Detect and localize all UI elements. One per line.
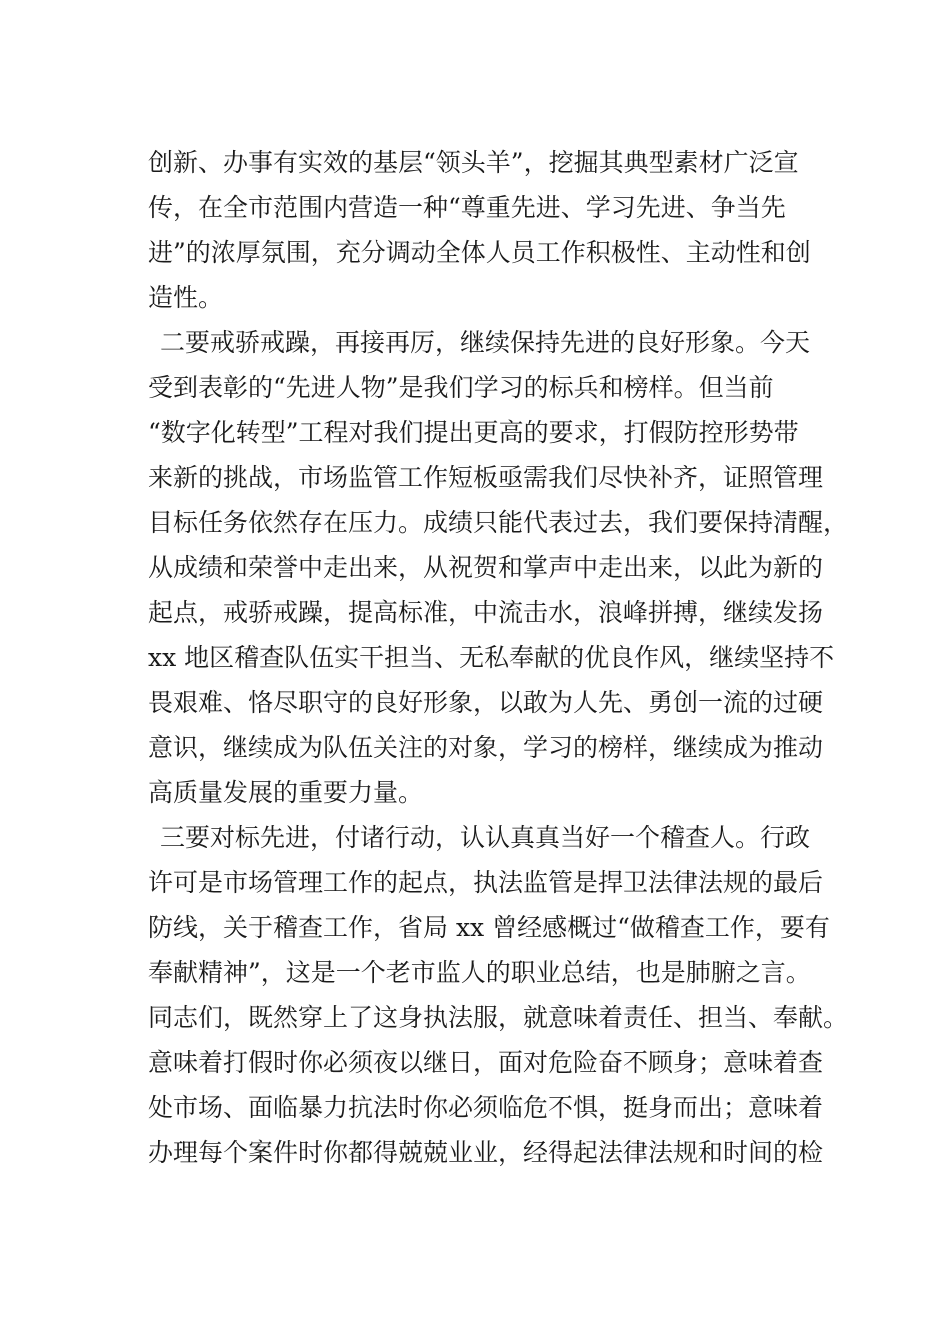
text-line: 防线，关于稽查工作，省局 xx 曾经感概过“做稽查工作，要有	[148, 913, 830, 942]
text-line: 办理每个案件时你都得兢兢业业，经得起法律法规和时间的检	[148, 1138, 824, 1167]
text-line: 奉献精神”，这是一个老市监人的职业总结，也是肺腑之言。	[148, 958, 811, 987]
text-line: 意识，继续成为队伍关注的对象，学习的榜样，继续成为推动	[148, 733, 824, 762]
text-line: 传，在全市范围内营造一种“尊重先进、学习先进、争当先	[148, 193, 786, 222]
text-line: 进”的浓厚氛围，充分调动全体人员工作积极性、主动性和创	[148, 238, 811, 267]
text-line: 起点，戒骄戒躁，提高标准，中流击水，浪峰拼搏，继续发扬	[148, 598, 824, 627]
text-line: 受到表彰的“先进人物”是我们学习的标兵和榜样。但当前	[148, 373, 774, 402]
text-line: 许可是市场管理工作的起点，执法监管是捍卫法律法规的最后	[148, 868, 824, 897]
text-line: 畏艰难、恪尽职守的良好形象，以敢为人先、勇创一流的过硬	[148, 688, 824, 717]
text-line: 三要对标先进，付诸行动，认认真真当好一个稽查人。行政	[160, 823, 811, 852]
text-line: 意味着打假时你必须夜以继日，面对危险奋不顾身；意味着查	[148, 1048, 824, 1077]
text-line: “数字化转型”工程对我们提出更高的要求，打假防控形势带	[148, 418, 799, 447]
text-line: 创新、办事有实效的基层“领头羊”，挖掘其典型素材广泛宣	[148, 148, 799, 177]
text-line: 来新的挑战，市场监管工作短板亟需我们尽快补齐，证照管理	[148, 463, 824, 492]
text-line: 从成绩和荣誉中走出来，从祝贺和掌声中走出来，以此为新的	[148, 553, 824, 582]
text-line: 目标任务依然存在压力。成绩只能代表过去，我们要保持清醒，	[148, 508, 849, 537]
text-line: 高质量发展的重要力量。	[148, 778, 424, 807]
text-line: 同志们，既然穿上了这身执法服，就意味着责任、担当、奉献。	[148, 1003, 849, 1032]
text-line: 二要戒骄戒躁，再接再厉，继续保持先进的良好形象。今天	[160, 328, 811, 357]
text-line: 造性。	[148, 283, 224, 312]
text-line: xx 地区稽查队伍实干担当、无私奉献的优良作风，继续坚持不	[148, 643, 835, 672]
text-line: 处市场、面临暴力抗法时你必须临危不惧，挺身而出；意味着	[148, 1093, 824, 1122]
